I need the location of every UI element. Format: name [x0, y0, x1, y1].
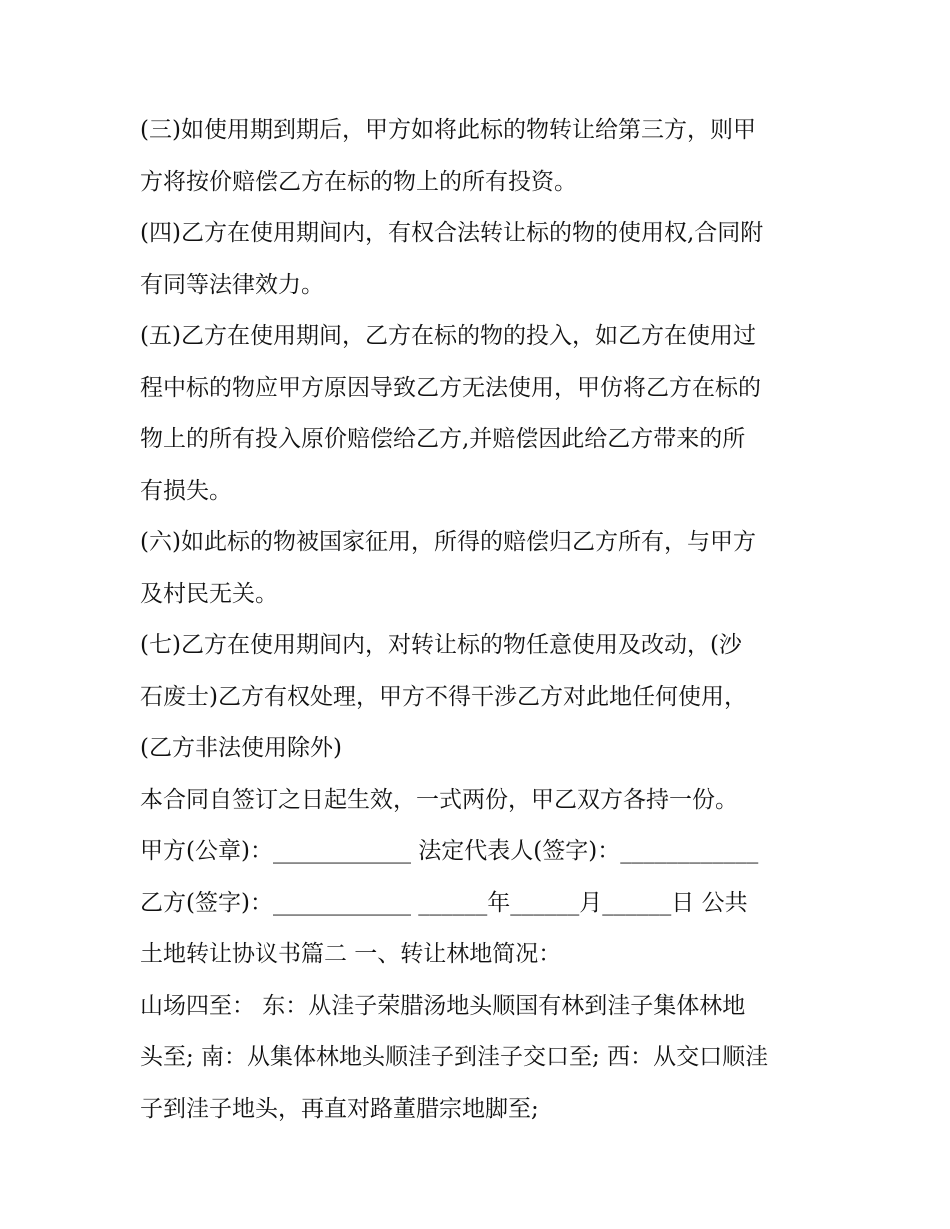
clause-5-line-2: 程中标的物应甲方原因导致乙方无法使用，甲仿将乙方在标的: [140, 374, 761, 401]
clause-3-line-2: 方将按价赔偿乙方在标的物上的所有投资。: [140, 168, 577, 195]
boundaries-line-1: 山场四至： 东：从洼子荣腊汤地头顺国有林到洼子集体林地: [140, 992, 746, 1019]
effective-clause: 本合同自签订之日起生效，一式两份，甲乙双方各持一份。: [140, 786, 738, 813]
clause-3-line-1: (三)如使用期到期后，甲方如将此标的物转让给第三方，则甲: [140, 117, 756, 143]
clause-4-line-1: (四)乙方在使用期间内，有权合法转让标的物的使用权,合同附: [140, 220, 764, 246]
boundaries-line-2: 头至; 南：从集体林地头顺洼子到洼子交口至; 西：从交口顺洼: [140, 1044, 769, 1070]
clause-7-line-3: (乙方非法使用除外): [140, 735, 342, 761]
party-b-signature-line: 乙方(签字)：____________ ______年______月______日 公共: [140, 889, 748, 916]
boundaries-line-3: 子到洼子地头，再直对路董腊宗地脚至;: [140, 1095, 539, 1122]
clause-7-line-1: (七)乙方在使用期间内，对转让标的物任意使用及改动，(沙: [140, 632, 742, 658]
document-body: [140, 112, 820, 1142]
clause-7-line-2: 石废士)乙方有权处理，甲方不得干涉乙方对此地任何使用，: [140, 683, 747, 710]
clause-6-line-1: (六)如此标的物被国家征用，所得的赔偿归乙方所有，与甲方: [140, 529, 756, 555]
party-a-signature-line: 甲方(公章)：____________ 法定代表人(签字)：____________: [140, 838, 759, 864]
clause-4-line-2: 有同等法律效力。: [140, 271, 324, 298]
section-two-heading: 土地转让协议书篇二 一、转让林地简况：: [140, 941, 562, 967]
clause-5-line-1: (五)乙方在使用期间，乙方在标的物的投入，如乙方在使用过: [140, 323, 756, 349]
clause-6-line-2: 及村民无关。: [140, 580, 278, 607]
clause-5-line-4: 有损失。: [140, 477, 232, 504]
clause-5-line-3: 物上的所有投入原价赔偿给乙方,并赔偿因此给乙方带来的所: [140, 426, 746, 452]
